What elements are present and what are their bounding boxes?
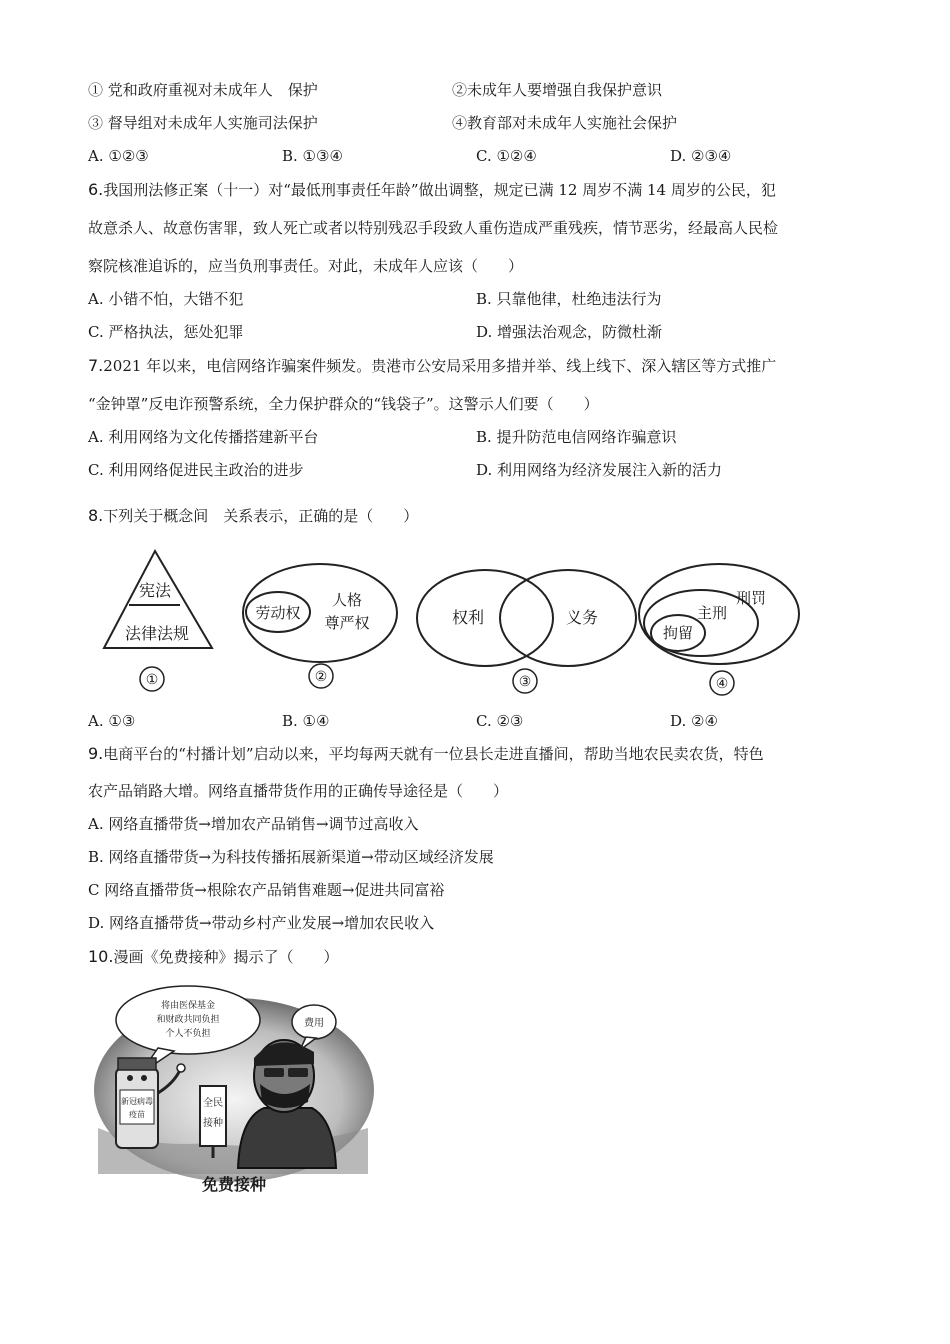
diagram-4-outer-label: 刑罚 [735, 589, 767, 607]
cartoon-caption: 免费接种 [201, 1175, 267, 1194]
q9-option-d: D. 网络直播带货→带动乡村产业发展→增加农民收入 [88, 914, 435, 932]
diagram-1-top-label: 宪法 [138, 581, 172, 600]
q8-number: 8. [88, 506, 104, 525]
sign-text-2: 接种 [203, 1118, 223, 1129]
q6-stem-line-2: 故意杀人、故意伤害罪，致人死亡或者以特别残忍手段致人重伤造成严重残疾，情节恶劣，经最高人民检 [88, 219, 779, 237]
q5-statement-2: ②未成年人要增强自我保护意识 [452, 81, 663, 99]
q8-option-a: A. ①③ [88, 712, 136, 730]
diagram-3-number: ③ [518, 674, 532, 690]
q7-option-b: B. 提升防范电信网络诈骗意识 [476, 428, 677, 446]
q9-option-a: A. 网络直播带货→增加农产品销售→调节过高收入 [88, 815, 419, 833]
vial-label-1: 新冠病毒 [121, 1097, 153, 1106]
diagram-2-inner-label: 劳动权 [255, 604, 301, 622]
q9-option-c: C 网络直播带货→根除农产品销售难题→促进共同富裕 [88, 881, 445, 899]
diagram-4-middle-label: 主刑 [696, 604, 728, 622]
q7-option-a: A. 利用网络为文化传播搭建新平台 [88, 428, 319, 446]
q8-stem-text: 下列关于概念间 关系表示，正确的是（ ） [103, 507, 419, 525]
diagram-1-number: ① [145, 672, 159, 688]
q7-option-d: D. 利用网络为经济发展注入新的活力 [476, 461, 723, 479]
bubble-text-2: 和财政共同负担 [156, 1015, 220, 1025]
q9-number: 9. [88, 744, 104, 763]
q5-option-c: C. ①②④ [476, 147, 537, 165]
sign-text-1: 全民 [203, 1098, 223, 1109]
bubble-text-3: 个人不负担 [165, 1029, 211, 1039]
q7-stem-line-1 [88, 356, 776, 376]
q8-stem [88, 506, 418, 526]
q6-option-b: B. 只靠他律，杜绝违法行为 [476, 290, 662, 308]
diagram-1-bottom-label: 法律法规 [124, 624, 190, 643]
q6-option-c: C. 严格执法，惩处犯罪 [88, 323, 244, 341]
q10-stem [88, 947, 338, 967]
q9-stem-line-1 [88, 744, 764, 764]
q5-statement-3: ③ 督导组对未成年人实施司法保护 [88, 114, 318, 132]
diagram-3-left-label: 权利 [451, 608, 485, 627]
q6-option-d: D. 增强法治观念，防微杜渐 [476, 323, 663, 341]
q6-stem-text-1: 我国刑法修正案（十一）对“最低刑事责任年龄”做出调整，规定已满 12 周岁不满 14 周岁的公民，犯 [103, 181, 776, 199]
q10-number: 10. [88, 947, 114, 966]
q5-statement-1: ① 党和政府重视对未成年人 保护 [88, 81, 318, 99]
q8-option-c: C. ②③ [476, 712, 524, 730]
q9-stem-text-1: 电商平台的“村播计划”启动以来，平均每两天就有一位县长走进直播间，帮助当地农民卖农货，特色 [103, 745, 764, 763]
q6-stem-line-1 [88, 180, 776, 200]
q5-option-b: B. ①③④ [282, 147, 343, 165]
q8-concept-diagrams [100, 545, 800, 700]
q8-option-d: D. ②④ [670, 712, 718, 730]
q7-stem-line-2: “金钟罩”反电诈预警系统，全力保护群众的“钱袋子”。这警示人们要（ ） [88, 395, 599, 413]
q6-stem-line-3: 察院核准追诉的，应当负刑事责任。对此，未成年人应该（ ） [88, 257, 524, 275]
diagram-1-pyramid [104, 551, 212, 691]
q9-stem-line-2: 农产品销路大增。网络直播带货作用的正确传导途径是（ ） [88, 782, 509, 800]
diagram-2-number: ② [314, 669, 328, 685]
diagram-4-number: ④ [715, 676, 729, 692]
q7-number: 7. [88, 356, 104, 375]
vial-label-2: 疫苗 [129, 1110, 145, 1119]
q6-option-a: A. 小错不怕，大错不犯 [88, 290, 244, 308]
q10-stem-text: 漫画《免费接种》揭示了（ ） [113, 948, 339, 966]
diagram-2-outer-label-1: 人格 [331, 591, 363, 609]
q5-statement-4: ④教育部对未成年人实施社会保护 [452, 114, 678, 132]
q7-option-c: C. 利用网络促进民主政治的进步 [88, 461, 304, 479]
diagram-4-inner-label: 拘留 [662, 624, 694, 642]
q5-option-a: A. ①②③ [88, 147, 149, 165]
q9-option-b: B. 网络直播带货→为科技传播拓展新渠道→带动区域经济发展 [88, 848, 494, 866]
fee-bubble-text: 费用 [304, 1018, 324, 1029]
free-vaccination-cartoon [88, 978, 378, 1200]
q6-number: 6. [88, 180, 104, 199]
bubble-text-1: 将由医保基金 [160, 1001, 216, 1011]
q7-stem-text-1: 2021 年以来，电信网络诈骗案件频发。贵港市公安局采用多措并举、线上线下、深入辖区等方式推广 [103, 357, 777, 375]
q5-option-d: D. ②③④ [670, 147, 732, 165]
q8-option-b: B. ①④ [282, 712, 330, 730]
diagram-2-outer-label-2: 尊严权 [324, 614, 370, 632]
diagram-3-right-label: 义务 [565, 608, 599, 627]
